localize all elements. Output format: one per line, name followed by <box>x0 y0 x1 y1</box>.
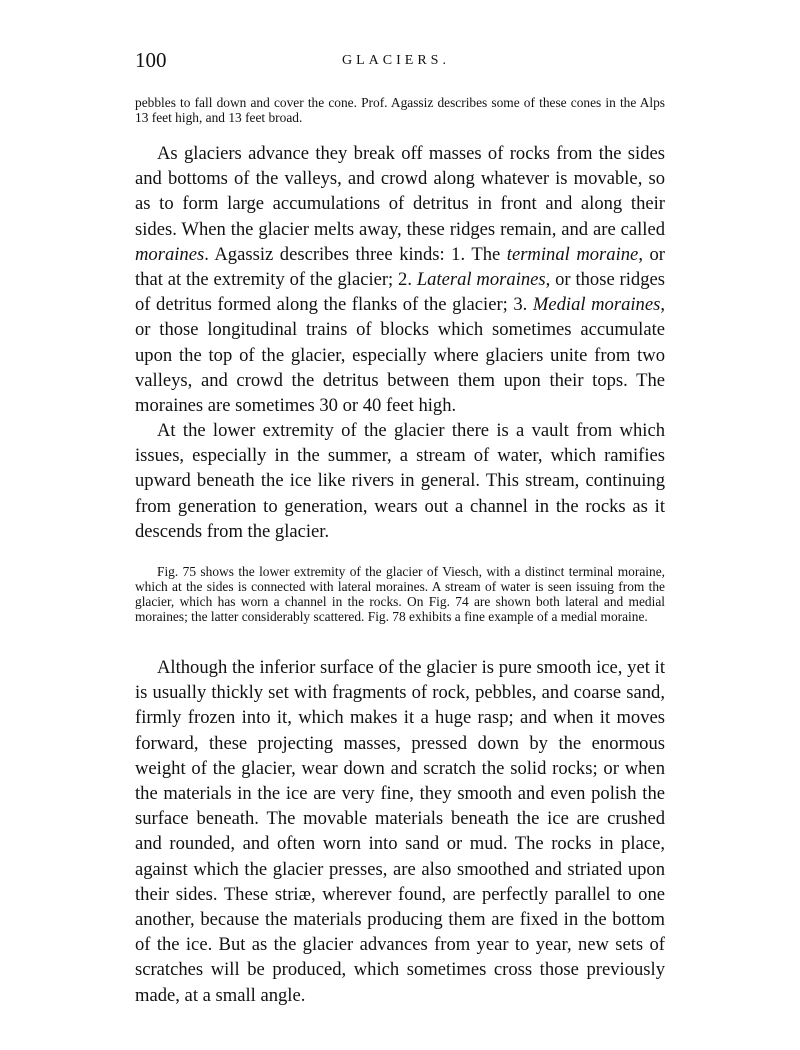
emphasis-moraines: moraines <box>135 243 205 265</box>
emphasis-lateral-moraines: Lateral moraines <box>416 269 546 291</box>
text-run: , or those ridges of detritus formed along the flanks of the glacier; 3. <box>135 269 665 316</box>
emphasis-medial-moraines: Medial moraines <box>532 294 661 316</box>
paragraph-figure-note: Fig. 75 shows the lower extremity of the glacier of Viesch, with a distinct terminal moraine, which at the sides is connected with lateral moraines. A stream of water is seen issuing from the glacier, which has worn a channel in the rocks. On Fig. 74 are shown both lateral and medial moraines; the latter considerably scattered. Fig. 78 exhibits a fine example of a medial moraine. <box>135 564 665 624</box>
text-run: , or that at the extremity of the glacier; 2. <box>135 243 665 291</box>
paragraph-continuation: pebbles to fall down and cover the cone. Prof. Agassiz describes some of these cones in the Alps 13 feet high, and 13 feet broad. <box>135 95 665 125</box>
text-run: . Agassiz describes three kinds: 1. The <box>204 243 507 265</box>
page-header <box>135 48 665 78</box>
emphasis-terminal-moraine: terminal moraine <box>506 243 639 265</box>
page-number: 100 <box>135 48 167 72</box>
text-run: As glaciers advance they break off masses of rocks from the sides and bottoms of the valleys, and crowd along whatever is movable, so as to form large accumulations of detritus in front and along their sides. When the glacier melts away, these ridges remain, and are called <box>135 143 665 240</box>
paragraph-stream: At the lower extremity of the glacier there is a vault from which issues, especially in the summer, a stream of water, which ramifies upward beneath the ice like rivers in general. This stream, continuing from generation to generation, wears out a channel in the rocks as it descends from the glacier. <box>135 420 665 542</box>
text-run: , or those longitudinal trains of blocks which sometimes accumulate upon the top of the glacier, especially where glaciers unite from two valleys, and crowd the detritus between them upon their tops. The moraines are sometimes 30 or 40 feet high. <box>135 294 665 417</box>
paragraph-inferior-surface: Although the inferior surface of the glacier is pure smooth ice, yet it is usually thickly set with fragments of rock, pebbles, and coarse sand, firmly frozen into it, which makes it a huge rasp; and when it moves forward, these projecting masses, pressed down by the enormous weight of the glacier, wear down and scratch the solid rocks; or when the materials in the ice are very fine, they smooth and even polish the surface beneath. The movable materials beneath the ice are crushed and rounded, and often worn into sand or mud. The rocks in place, against which the glacier presses, are also smoothed and striated upon their sides. These striæ, wherever found, are perfectly parallel to one another, because the materials producing them are fixed in the bottom of the ice. But as the glacier advances from year to year, new sets of scratches will be produced, which sometimes cross those previously made, at a small angle. <box>135 657 665 1006</box>
running-head: GLACIERS. <box>342 53 450 68</box>
paragraph-moraines <box>135 141 665 418</box>
